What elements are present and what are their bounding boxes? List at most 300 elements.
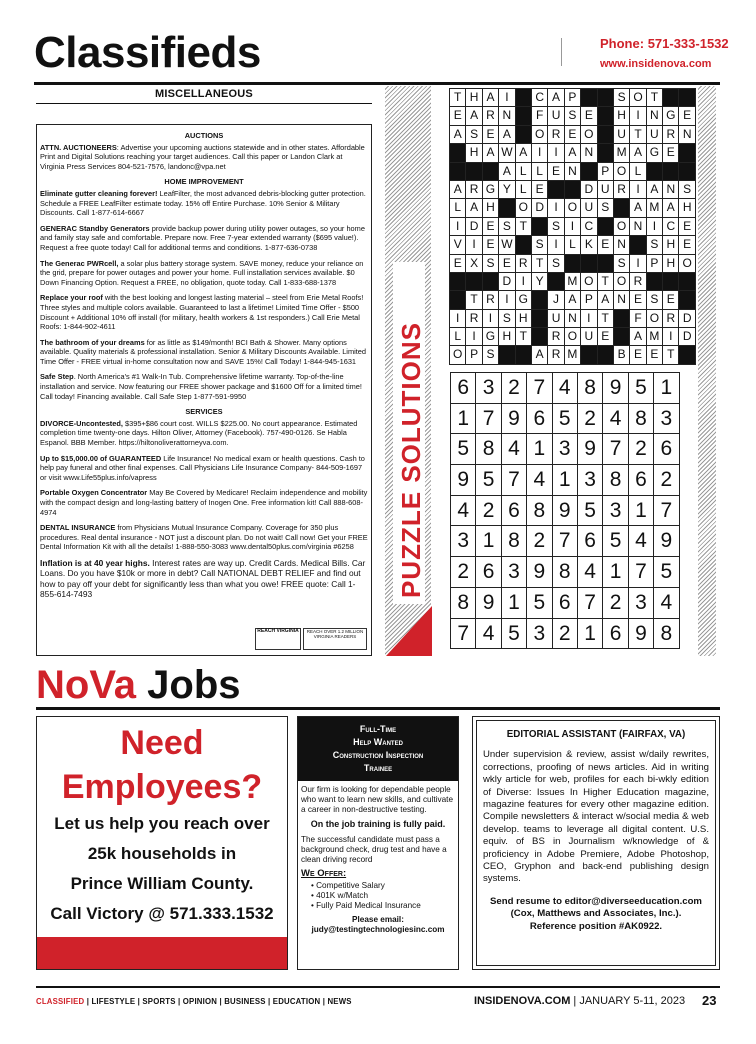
crossword-block [466, 273, 482, 291]
crossword-cell: A [565, 144, 581, 162]
crossword-cell: N [565, 163, 581, 181]
crossword-cell: I [466, 328, 482, 346]
sudoku-cell: 1 [578, 619, 603, 649]
crossword-cell: G [663, 107, 679, 125]
crossword-cell: A [663, 199, 679, 217]
sudoku-cell: 8 [476, 434, 501, 465]
ad2-intro: Our firm is looking for dependable people who want to learn new skills, and cultivate a career in non-destructive testing. [301, 785, 454, 814]
crossword-cell: D [532, 199, 548, 217]
crossword-cell: S [679, 181, 695, 199]
crossword-cell: R [548, 328, 564, 346]
crossword-cell: N [565, 310, 581, 328]
sudoku-cell: 3 [451, 526, 476, 557]
sudoku-row [451, 434, 679, 465]
sudoku-cell: 5 [629, 373, 654, 404]
sudoku-cell: 5 [553, 404, 578, 435]
jobs-title: NoVa Jobs [36, 663, 241, 707]
crossword-cell: L [630, 163, 646, 181]
crossword-cell: N [614, 291, 630, 309]
crossword-block [516, 126, 532, 144]
crossword-cell: N [663, 181, 679, 199]
sudoku-row [451, 496, 679, 527]
sudoku-cell: 4 [603, 404, 628, 435]
sudoku-cell: 7 [629, 557, 654, 588]
crossword-cell: O [581, 273, 597, 291]
right-hatch [698, 86, 716, 656]
crossword-cell: R [614, 181, 630, 199]
reach-logos [255, 628, 367, 650]
crossword-block [483, 273, 499, 291]
crossword-cell: E [499, 255, 515, 273]
sudoku-cell: 6 [603, 619, 628, 649]
sudoku-grid [450, 372, 680, 649]
sudoku-cell: 1 [502, 588, 527, 619]
crossword-cell: R [516, 255, 532, 273]
sudoku-cell: 9 [502, 404, 527, 435]
crossword-cell: L [516, 181, 532, 199]
crossword-cell: S [647, 291, 663, 309]
crossword-cell: T [532, 255, 548, 273]
sudoku-cell: 9 [629, 619, 654, 649]
sudoku-cell: 8 [553, 557, 578, 588]
crossword-cell: E [679, 218, 695, 236]
sudoku-row [451, 465, 679, 496]
crossword-cell: U [548, 310, 564, 328]
listing-services-3: DENTAL INSURANCE from Physicians Mutual Insurance Company. Coverage for 350 plus procedures. Real dental insurance - NOT just a discount plan. Do not wait! Call now! Get your FREE Dental Information Kit with all the details! 1-888-550-3083 www.dental50plus.com/virginia #6258 [40, 523, 368, 552]
crossword-cell: O [647, 310, 663, 328]
crossword-cell: O [679, 255, 695, 273]
crossword-cell: N [630, 218, 646, 236]
crossword-cell: S [548, 218, 564, 236]
crossword-block [598, 107, 614, 125]
sudoku-cell: 8 [603, 465, 628, 496]
ad2-benefits: • Competitive Salary • 401K w/Match • Fully Paid Medical Insurance [311, 881, 421, 910]
reach-readers-logo: REACH OVER 1.2 MILLION VIRGINIA READERS [303, 628, 367, 650]
crossword-cell: C [581, 218, 597, 236]
listing-home-5: Safe Step. North America's #1 Walk-In Tub. Comprehensive lifetime warranty. Top-of-the-line installation and service. Now featuring our FREE shower package and $1600 Off for a limited time! Call today! Financing available. Call Safe Step 1-877-591-9950 [40, 372, 362, 401]
crossword-cell: I [565, 218, 581, 236]
sudoku-cell: 2 [476, 496, 501, 527]
sudoku-cell: 4 [553, 373, 578, 404]
crossword-row [450, 89, 696, 107]
crossword-block [532, 218, 548, 236]
crossword-cell: S [532, 236, 548, 254]
crossword-cell: L [516, 163, 532, 181]
crossword-cell: F [532, 107, 548, 125]
crossword-block [450, 163, 466, 181]
crossword-block [614, 310, 630, 328]
crossword-row [450, 163, 696, 181]
crossword-cell: O [614, 218, 630, 236]
crossword-cell: N [614, 236, 630, 254]
sudoku-cell: 2 [527, 526, 552, 557]
crossword-cell: T [598, 273, 614, 291]
header-phone: Phone: 571-333-1532 [600, 36, 729, 51]
crossword-cell: A [450, 181, 466, 199]
crossword-block [581, 89, 597, 107]
ad1-need: Need [120, 724, 204, 762]
sudoku-cell: 1 [527, 434, 552, 465]
crossword-cell: T [647, 89, 663, 107]
sudoku-cell: 7 [553, 526, 578, 557]
crossword-cell: A [548, 89, 564, 107]
crossword-cell: J [548, 291, 564, 309]
sudoku-cell: 5 [451, 434, 476, 465]
page-number: 23 [702, 993, 717, 1008]
sudoku-cell: 6 [629, 465, 654, 496]
crossword-block [581, 163, 597, 181]
crossword-cell: E [565, 126, 581, 144]
crossword-cell: C [663, 218, 679, 236]
crossword-cell: I [630, 255, 646, 273]
crossword-cell: D [679, 310, 695, 328]
crossword-block [450, 273, 466, 291]
crossword-cell: R [548, 126, 564, 144]
listing-services-2: Portable Oxygen Concentrator May Be Covered by Medicare! Reclaim independence and mobility with the compact design and long-lasting battery of Inogen One. Free information kit! Call 888-608-4974 [40, 488, 368, 517]
crossword-cell: E [581, 107, 597, 125]
crossword-block [679, 163, 695, 181]
crossword-cell: P [647, 255, 663, 273]
ad3-description: Under supervision & review, assist w/daily rewrites, corrections, proofing of news articles. Aid in writing wkly article for web, profiles for each bi-wkly edition of Diverse: Issues In Higher Education magazine, magazine features for every other magazine edition. Compile newsletters & interact w/social media & web develop. teams to leverage all digital content. U.S. equiv. of BS in Journalism w/knowledge of & proficiency in Adobe Premiere, Adobe Photoshop, CEO, Gryphon and back-end publishing design systems. [483, 749, 709, 885]
sudoku-row [451, 588, 679, 619]
sudoku-cell: 2 [603, 588, 628, 619]
sudoku-cell: 5 [603, 526, 628, 557]
crossword-cell: A [565, 291, 581, 309]
crossword-cell: G [483, 181, 499, 199]
listing-home-3: Replace your roof with the best looking and longest lasting material – steel from Erie Metal Roofs! Three styles and multiple colors available. Guaranteed to last a lifetime! Limited Time Offer - $500 Discount + Additional 10% off install (for military, health workers & 1st responders.) Call Erie Metal Roofs: 1-844-902-4611 [40, 293, 364, 332]
sudoku-cell: 9 [603, 373, 628, 404]
crossword-cell: E [598, 236, 614, 254]
crossword-cell: L [565, 236, 581, 254]
crossword-cell: H [679, 199, 695, 217]
crossword-cell: D [679, 328, 695, 346]
crossword-row [450, 181, 696, 199]
phone-link[interactable]: 571-333-1532 [647, 36, 729, 51]
crossword-row [450, 199, 696, 217]
crossword-cell: P [466, 346, 482, 364]
crossword-block [581, 255, 597, 273]
crossword-cell: F [630, 310, 646, 328]
sudoku-cell: 7 [603, 434, 628, 465]
crossword-block [630, 236, 646, 254]
crossword-cell: S [499, 218, 515, 236]
ad-inspection-trainee [297, 716, 459, 970]
crossword-cell: I [630, 181, 646, 199]
sudoku-cell: 1 [654, 373, 678, 404]
crossword-cell: M [565, 346, 581, 364]
crossword-cell: A [630, 328, 646, 346]
crossword-cell: A [499, 163, 515, 181]
crossword-cell: U [581, 199, 597, 217]
crossword-block [598, 346, 614, 364]
crossword-cell: E [532, 181, 548, 199]
crossword-cell: I [647, 218, 663, 236]
crossword-row [450, 144, 696, 162]
crossword-cell: E [598, 328, 614, 346]
crossword-cell: U [581, 328, 597, 346]
crossword-cell: O [614, 273, 630, 291]
ad1-employees: Employees? [61, 768, 263, 806]
ad2-email-label: Please email: [352, 915, 404, 924]
crossword-block [565, 181, 581, 199]
crossword-block [679, 291, 695, 309]
crossword-cell: S [565, 107, 581, 125]
sudoku-cell: 1 [603, 557, 628, 588]
crossword-cell: R [663, 310, 679, 328]
crossword-cell: X [466, 255, 482, 273]
crossword-cell: A [450, 126, 466, 144]
sudoku-cell: 6 [578, 526, 603, 557]
crossword-cell: E [663, 291, 679, 309]
crossword-block [679, 273, 695, 291]
crossword-block [466, 163, 482, 181]
sudoku-cell: 2 [451, 557, 476, 588]
sudoku-cell: 5 [502, 619, 527, 649]
sudoku-cell: 8 [629, 404, 654, 435]
crossword-cell: R [483, 291, 499, 309]
crossword-cell: H [614, 107, 630, 125]
crossword-cell: S [614, 255, 630, 273]
crossword-cell: I [532, 144, 548, 162]
sudoku-cell: 6 [527, 404, 552, 435]
crossword-cell: I [581, 310, 597, 328]
sudoku-cell: 7 [502, 465, 527, 496]
sudoku-cell: 4 [476, 619, 501, 649]
sudoku-cell: 3 [527, 619, 552, 649]
crossword-row [450, 126, 696, 144]
crossword-cell: I [466, 236, 482, 254]
sudoku-cell: 9 [553, 496, 578, 527]
crossword-cell: W [499, 236, 515, 254]
crossword-block [663, 163, 679, 181]
crossword-cell: A [466, 199, 482, 217]
sudoku-cell: 2 [654, 465, 678, 496]
crossword-block [598, 218, 614, 236]
jobs-rule [36, 707, 720, 710]
sudoku-row [451, 619, 679, 649]
ad1-line6: Call Victory @ 571.333.1532 [50, 904, 274, 923]
crossword-cell: U [614, 126, 630, 144]
crossword-cell: I [548, 144, 564, 162]
crossword-block [647, 273, 663, 291]
crossword-cell: O [516, 199, 532, 217]
crossword-cell: T [663, 346, 679, 364]
crossword-cell: T [598, 310, 614, 328]
crossword-block [598, 89, 614, 107]
ad3-title: EDITORIAL ASSISTANT (FAIRFAX, VA) [506, 729, 686, 740]
header-rule [34, 82, 720, 85]
crossword-cell: S [483, 346, 499, 364]
sudoku-cell: 4 [654, 588, 678, 619]
crossword-cell: I [548, 199, 564, 217]
crossword-cell: I [450, 218, 466, 236]
crossword-cell: P [565, 89, 581, 107]
sudoku-cell: 6 [476, 557, 501, 588]
sudoku-cell: 5 [527, 588, 552, 619]
sudoku-cell: 7 [527, 373, 552, 404]
sudoku-cell: 8 [578, 373, 603, 404]
ad-need-employees [36, 716, 288, 970]
sudoku-cell: 4 [578, 557, 603, 588]
crossword-cell: A [598, 291, 614, 309]
crossword-block [663, 89, 679, 107]
ad3-send-email[interactable]: Send resume to editor@diverseeducation.com [490, 895, 702, 907]
crossword-row [450, 236, 696, 254]
crossword-row [450, 107, 696, 125]
crossword-row [450, 273, 696, 291]
crossword-cell: I [630, 107, 646, 125]
listing-home-0: Eliminate gutter cleaning forever! LeafFilter, the most advanced debris-blocking gutter protection. Schedule a FREE LeafFilter estimate today. 15% off Entire Purchase. 10% Senior & Military Discounts. Call 1-877-614-6667 [40, 188, 366, 218]
sudoku-cell: 2 [629, 434, 654, 465]
sudoku-cell: 9 [654, 526, 678, 557]
crossword-cell: A [483, 89, 499, 107]
crossword-cell: L [450, 328, 466, 346]
crossword-cell: T [630, 126, 646, 144]
sudoku-cell: 3 [476, 373, 501, 404]
crossword-block [663, 273, 679, 291]
crossword-block [548, 273, 564, 291]
crossword-cell: M [614, 144, 630, 162]
crossword-cell: R [466, 310, 482, 328]
crossword-cell: I [483, 310, 499, 328]
crossword-cell: R [663, 126, 679, 144]
crossword-block [532, 328, 548, 346]
crossword-cell: I [499, 89, 515, 107]
ad2-offer-heading: We Offer: [301, 868, 347, 879]
crossword-block [532, 291, 548, 309]
sudoku-cell: 3 [629, 588, 654, 619]
crossword-cell: A [630, 144, 646, 162]
ad2-email-link[interactable]: judy@testingtechnologiesinc.com [311, 925, 445, 934]
crossword-cell: R [548, 346, 564, 364]
crossword-cell: M [565, 273, 581, 291]
crossword-cell: S [548, 255, 564, 273]
crossword-cell: C [532, 89, 548, 107]
crossword-cell: O [581, 126, 597, 144]
listing-services-0: DIVORCE-Uncontested, $395+$86 court cost. WILLS $225.00. No court appearance. Estimated completion time twenty-one days. Hilton Oliver, Attorney (Facebook). 757-490-0126. Se Habla Espanol. BBB Member. https://hiltonoliverattorneyva.com. [40, 418, 358, 448]
crossword-cell: H [483, 199, 499, 217]
listing-home-1: GENERAC Standby Generators provide backup power during utility power outages, so your home and family stay safe and comfortable. Prepare now. Free 7-year extended warranty ($695 value!). Request a free quote today! Call for additional terms and conditions. 1-877-636-0738 [40, 223, 365, 252]
crossword-cell: H [499, 328, 515, 346]
crossword-block [483, 163, 499, 181]
crossword-cell: N [499, 107, 515, 125]
crossword-row [450, 255, 696, 273]
listing-home-4: The bathroom of your dreams for as little as $149/month! BCI Bath & Shower. Many options available. Quality materials & professional installation. Senior & Military Discounts Available. Limited Time Offer - FREE virtual in-home consultation now and SAVE 15%! Call Today! 1-844-945-1631 [40, 337, 367, 366]
crossword-row [450, 346, 696, 364]
crossword-row [450, 291, 696, 309]
crossword-cell: E [647, 346, 663, 364]
sudoku-cell: 3 [603, 496, 628, 527]
sudoku-cell: 2 [502, 373, 527, 404]
ad3-reference: Reference position #AK0922. [529, 920, 663, 932]
crossword-row [450, 310, 696, 328]
crossword-cell: O [532, 126, 548, 144]
crossword-cell: U [548, 107, 564, 125]
sudoku-cell: 2 [578, 404, 603, 435]
crossword-cell: S [647, 236, 663, 254]
crossword-cell: R [466, 181, 482, 199]
footer-rule [36, 986, 720, 988]
sudoku-cell: 3 [502, 557, 527, 588]
footer-site-date: INSIDENOVA.COM | JANUARY 5-11, 2023 [474, 995, 686, 1007]
crossword-cell: S [614, 89, 630, 107]
sudoku-cell: 5 [578, 496, 603, 527]
crossword-cell: D [466, 218, 482, 236]
crossword-cell: E [450, 107, 466, 125]
crossword-cell: A [499, 126, 515, 144]
crossword-cell: S [466, 126, 482, 144]
sudoku-cell: 3 [553, 434, 578, 465]
crossword-cell: N [581, 144, 597, 162]
footer-sections[interactable]: CLASSIFIED | LIFESTYLE | SPORTS | OPINION | BUSINESS | EDUCATION | NEWS [36, 997, 352, 1006]
ad2-training: On the job training is fully paid. [310, 819, 446, 829]
sudoku-row [451, 404, 679, 435]
sudoku-cell: 6 [553, 588, 578, 619]
crossword-cell: S [483, 255, 499, 273]
crossword-cell: T [516, 218, 532, 236]
crossword-row [450, 218, 696, 236]
sudoku-cell: 7 [654, 496, 678, 527]
listing-auctions-0: ATTN. AUCTIONEERS: Advertise your upcoming auctions statewide and in other states. Affordable Print and Digital Solutions reaching your target audiences. Call this paper or Landon Clark at Virginia Press Services 804-521-7576, landonc@vpa.net [40, 142, 365, 171]
ad-editorial-assistant [472, 716, 720, 970]
section-auctions: AUCTIONS [184, 131, 224, 140]
crossword-cell: E [483, 126, 499, 144]
crossword-cell: H [466, 89, 482, 107]
crossword-cell: Y [532, 273, 548, 291]
crossword-cell: G [483, 328, 499, 346]
crossword-cell: N [679, 126, 695, 144]
crossword-block [647, 163, 663, 181]
sudoku-cell: 3 [578, 465, 603, 496]
sudoku-cell: 8 [451, 588, 476, 619]
ad3-company: (Cox, Matthews and Associates, Inc.). [510, 908, 682, 920]
crossword-cell: U [598, 181, 614, 199]
crossword-cell: O [630, 89, 646, 107]
sudoku-cell: 8 [502, 526, 527, 557]
crossword-block [614, 199, 630, 217]
ad1-red-bar [37, 937, 287, 969]
crossword-block [565, 255, 581, 273]
sudoku-cell: 5 [654, 557, 678, 588]
crossword-cell: E [548, 163, 564, 181]
crossword-cell: S [499, 310, 515, 328]
crossword-cell: E [630, 291, 646, 309]
misc-heading: MISCELLANEOUS [155, 88, 253, 100]
sudoku-cell: 7 [451, 619, 476, 649]
misc-listings [36, 124, 372, 656]
crossword-cell: A [532, 346, 548, 364]
crossword-cell: I [499, 291, 515, 309]
crossword-cell: S [598, 199, 614, 217]
crossword-cell: T [466, 291, 482, 309]
crossword-cell: U [647, 126, 663, 144]
crossword-block [679, 346, 695, 364]
crossword-cell: Y [499, 181, 515, 199]
crossword-cell: B [614, 346, 630, 364]
crossword-cell: O [614, 163, 630, 181]
crossword-cell: H [516, 310, 532, 328]
crossword-block [516, 89, 532, 107]
sudoku-cell: 6 [451, 373, 476, 404]
crossword-cell: T [450, 89, 466, 107]
sudoku-cell: 5 [476, 465, 501, 496]
sudoku-cell: 6 [654, 434, 678, 465]
crossword-cell: E [679, 236, 695, 254]
crossword-cell: E [450, 255, 466, 273]
reach-virginia-logo: REACH VIRGINIA [255, 628, 301, 650]
header-website[interactable]: www.insidenova.com [600, 58, 712, 70]
crossword-cell: A [630, 199, 646, 217]
